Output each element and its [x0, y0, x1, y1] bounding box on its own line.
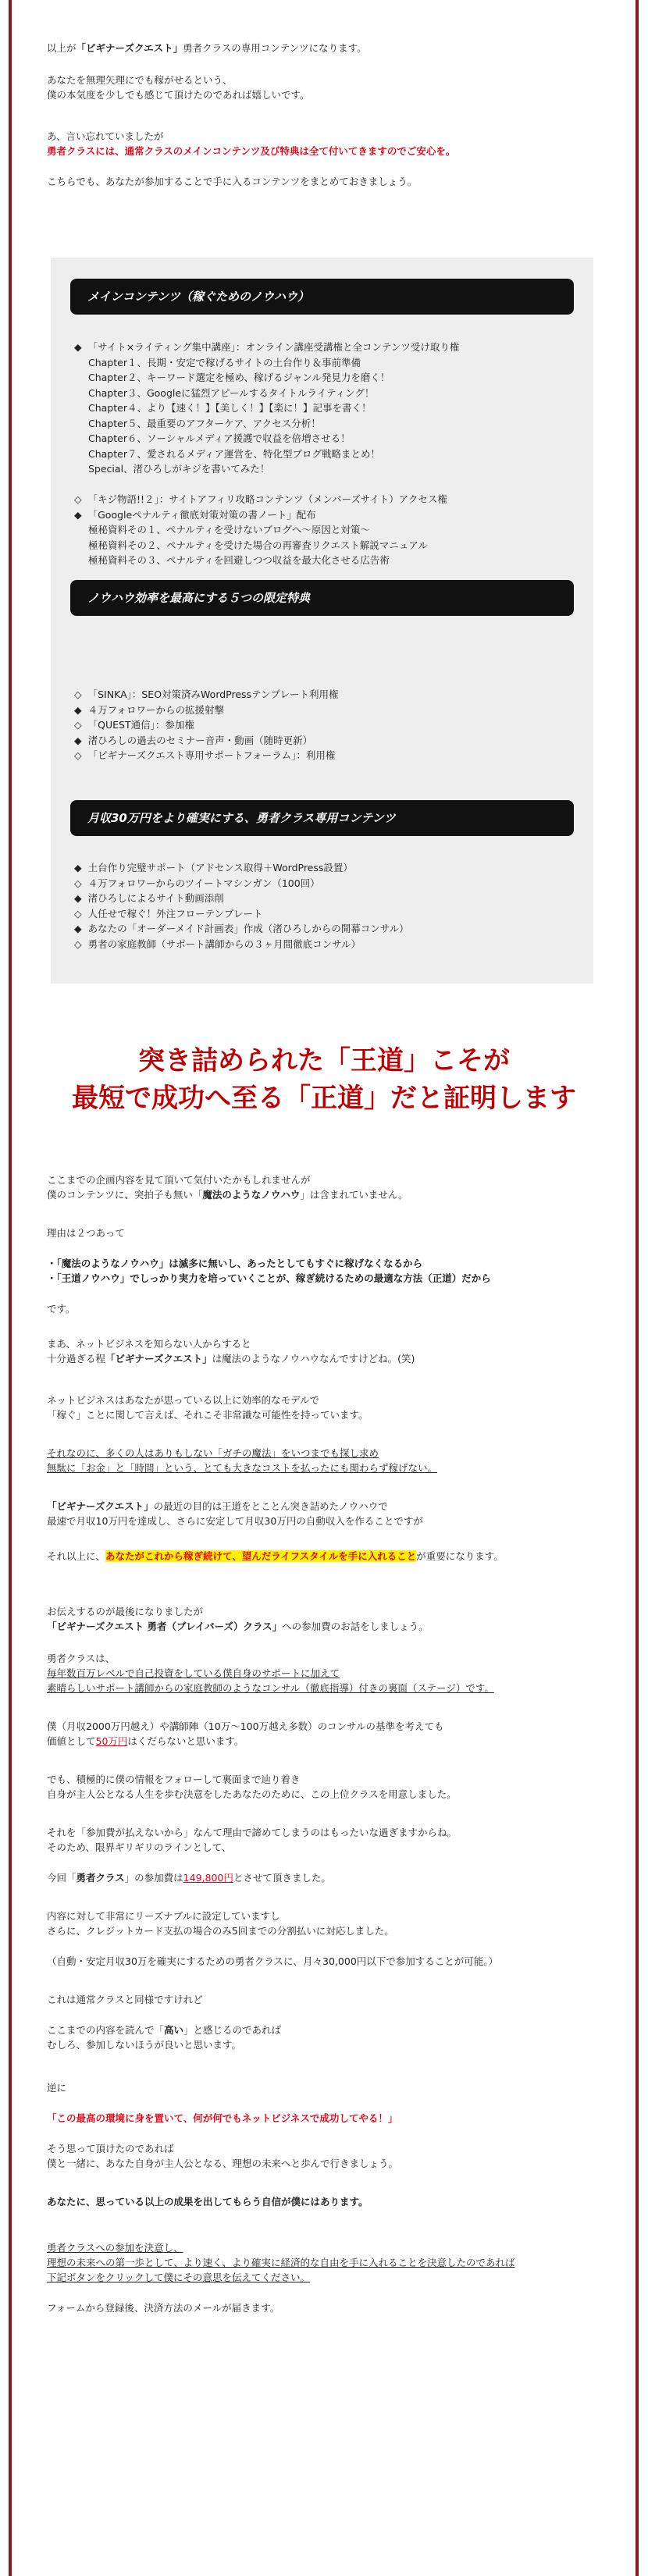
text-highlighted: あなたがこれから稼ぎ続けて、望んだライフスタイルを手に入れること	[105, 1550, 417, 1562]
text: 十分過ぎる程	[47, 1353, 106, 1364]
intro-paragraph-3a: あ、言い忘れていましたが	[47, 130, 164, 142]
section-header-hero-class: 月収30万円をより確実にする、勇者クラス専用コンテンツ	[70, 800, 574, 836]
filled-diamond-icon: ◆	[74, 508, 82, 521]
filled-diamond-icon: ◆	[74, 734, 82, 746]
text: 」と感じるのであれば	[183, 2024, 282, 2036]
text: は魔法のようなノウハウなんですけどね。(笑)	[212, 1353, 415, 1364]
list-item	[74, 431, 582, 447]
list-item-text: ４万フォロワーからの拡援射撃	[87, 703, 225, 716]
text: 」の参加費は	[124, 1872, 183, 1884]
body-text: これは通常クラスと同様ですけれど	[47, 1994, 203, 2005]
list-item-text: 「サイト×ライティング集中講座」：オンライン講座受講権と全コンテンツ受け取り権	[87, 341, 460, 353]
list-item-text: Chapter６、ソーシャルメディア援護で収益を倍増させる！	[88, 432, 351, 444]
headline-line-2: 最短で成功へ至る「正道」だと証明します	[72, 1083, 576, 1114]
headline-line-1: 突き詰められた「王道」こそが	[138, 1045, 510, 1076]
list-item-text: 「キジ物語!!２」：サイトアフィリ攻略コンテンツ（メンバーズサイト）アクセス権	[87, 493, 447, 505]
list-item	[74, 937, 582, 952]
body-text: でも、積極的に僕の情報をフォローして裏面まで辿り着き	[47, 1774, 301, 1785]
outline-diamond-icon: ◇	[74, 719, 82, 731]
list-item	[74, 522, 582, 538]
intro-notice-red: 勇者クラスには、通常クラスのメインコンテンツ及び特典は全て付いてきますのでご安心を。	[47, 145, 456, 157]
list-item-text: 渚ひろしによるサイト動画添削	[87, 892, 224, 904]
list-item-text: 土台作り完璧サポート（アドセンス取得＋WordPress設置）	[87, 862, 353, 873]
price-statement	[47, 1870, 609, 1885]
list-item	[74, 733, 582, 749]
list-item	[74, 538, 582, 553]
list-item-text: Chapter４、より【速く！】【美しく！】【楽に！】記事を書く！	[88, 402, 372, 414]
body-text-red: 「この最高の環境に身を置いて、何が何でもネットビジネスで成功してやる！」	[47, 2112, 398, 2124]
list-item-text: 「ビギナーズクエスト専用サポートフォーラム」：利用権	[87, 749, 336, 761]
body-text	[47, 1351, 609, 1366]
body-text: 「稼ぐ」ことに関して言えば、それこそ非常識な可能性を持っています。	[47, 1409, 369, 1421]
intro-paragraph-4: こちらでも、あなたが参加することで手に入るコンテンツをまとめておきましょう。	[47, 176, 418, 187]
body-text: 勇者クラスは、	[47, 1653, 116, 1664]
list-item	[74, 921, 582, 937]
body-text-underlined: 素晴らしいサポート講師からの家庭教師のようなコンサル（徹底指導）付きの裏面（ステージ）です。	[47, 1682, 494, 1694]
hero-class-list	[74, 860, 582, 952]
list-item	[74, 553, 582, 568]
list-item	[74, 386, 582, 401]
body-text: 僕（月収2000万円越え）や講師陣（10万〜100万越え多数）のコンサルの基準を考えても	[47, 1720, 444, 1732]
list-item-text: 極秘資料その３、ペナルティを回避しつつ収益を最大化させる広告術	[88, 554, 390, 566]
list-item	[74, 891, 582, 906]
body-text: フォームから登録後、決済方法のメールが届きます。	[47, 2302, 280, 2314]
text-bold: 高い	[164, 2024, 184, 2036]
text: 」は含まれていません。	[300, 1189, 408, 1201]
text: はくだらないと思います。	[127, 1735, 244, 1747]
list-item-text: 「Googleペナルティ徹底対策対策の書ノート」配布	[87, 508, 316, 521]
filled-diamond-icon: ◆	[74, 923, 82, 934]
list-item-text: 極秘資料その２、ペナルティを受けた場合の再審査リクエスト解説マニュアル	[88, 539, 428, 551]
list-item	[74, 416, 582, 432]
body-text	[47, 2023, 609, 2037]
main-contents-list	[74, 340, 582, 568]
text: 今回「	[47, 1872, 77, 1884]
body-text-underlined: 勇者クラスへの参加を決意し、	[47, 2242, 183, 2254]
filled-diamond-icon: ◆	[74, 862, 82, 873]
text: それ以上に、	[47, 1550, 106, 1562]
body-text: それを「参加費が払えないから」なんて理由で諦めてしまうのはもったいな過ぎますからね。	[47, 1827, 458, 1838]
list-item	[74, 876, 582, 891]
body-text-underlined: 無駄に「お金」と「時間」という、とても大きなコストを払ったにも関わらず稼げない。	[47, 1462, 438, 1474]
list-item-text: あなたの「オーダーメイド計画表」作成（渚ひろしからの開幕コンサル）	[87, 923, 409, 934]
body-text-underlined: 理想の未来への第一歩として、より速く、より確実に経済的な自由を手に入れることを決意したのであれば	[47, 2257, 515, 2268]
section-header-main-contents: メインコンテンツ（稼ぐためのノウハウ）	[70, 279, 574, 315]
list-item	[74, 461, 582, 477]
list-item-text: Special、渚ひろしがキジを書いてみた！	[88, 463, 270, 475]
list-item-text: 「SINKA」：SEO対策済みWordPressテンプレート利用権	[87, 688, 339, 700]
body-text: さらに、クレジットカード支払の場合のみ5回までの分割払いに対応しました。	[47, 1925, 394, 1937]
left-border	[9, 0, 12, 2576]
list-item	[74, 370, 582, 386]
list-item	[74, 687, 582, 703]
list-item-text: Chapter２、キーワード選定を極め、稼げるジャンル発見力を磨く！	[88, 372, 390, 383]
list-item	[74, 906, 582, 922]
list-item-text: ４万フォロワーからのツイートマシンガン（100回）	[87, 877, 320, 889]
body-text: 最速で月収10万円を達成し、さらに安定して月収30万円の自動収入を作ることですが	[47, 1515, 423, 1527]
outline-diamond-icon: ◇	[74, 493, 82, 505]
bonuses-list	[74, 687, 582, 763]
text-bold: 「ビギナーズクエスト」	[47, 1500, 154, 1512]
price-red: 50万円	[95, 1735, 128, 1747]
text: 僕のコンテンツに、突拍子も無い「	[47, 1189, 203, 1201]
list-item-text: 勇者の家庭教師（サポート講師からの３ヶ月間徹底コンサル）	[87, 938, 361, 950]
outline-diamond-icon: ◇	[74, 907, 82, 920]
body-text: まあ、ネットビジネスを知らない人からすると	[47, 1338, 251, 1350]
body-text-underlined: それなのに、多くの人はありもしない「ガチの魔法」をいつまでも探し求め	[47, 1447, 379, 1459]
body-text: むしろ、参加しないほうが良いと思います。	[47, 2039, 242, 2051]
price-red: 149,800円	[183, 1872, 233, 1884]
body-section	[47, 1172, 609, 2315]
text: とさせて頂きました。	[233, 1872, 331, 1884]
body-text: です。	[47, 1303, 76, 1315]
body-text: 自身が主人公となる人生を歩む決意をしたあなたのために、この上位クラスを用意しました。	[47, 1788, 457, 1800]
text: 価値として	[47, 1735, 96, 1747]
list-item	[74, 703, 582, 718]
body-text: （自動・安定月収30万を確実にするための勇者クラスに、月々30,000円以下で参加することが可能。）	[47, 1955, 499, 1967]
body-text-bold: あなたに、思っている以上の成果を出してもらう自信が僕にはあります。	[47, 2196, 369, 2208]
text: への参加費のお話をしましょう。	[282, 1621, 429, 1632]
intro-paragraph-2a: あなたを無理矢理にでも稼がせるという、	[47, 74, 233, 86]
text: の最近の目的は王道をとことん突き詰めたノウハウで	[153, 1500, 388, 1512]
list-item-text: 人任せで稼ぐ！外注フローテンプレート	[87, 907, 263, 920]
filled-diamond-icon: ◆	[74, 341, 82, 353]
body-text: 内容に対して非常にリーズナブルに設定していますし	[47, 1910, 280, 1922]
body-text	[47, 1187, 609, 1202]
body-text: 逆に	[47, 2082, 67, 2094]
body-text-underlined: 下記ボタンをクリックして僕にその意思を伝えてください。	[47, 2272, 311, 2283]
body-text: そのため、限界ギリギリのラインとして、	[47, 1841, 232, 1853]
text: が重要になります。	[416, 1550, 504, 1562]
list-item	[74, 355, 582, 371]
filled-diamond-icon: ◆	[74, 892, 82, 904]
product-name: 「ビギナーズクエスト」	[76, 42, 183, 54]
outline-diamond-icon: ◇	[74, 877, 82, 889]
reason-2: ・「王道ノウハウ」でしっかり実力を培っていくことが、稼ぎ続けるための最適な方法（正道）だから	[47, 1272, 491, 1284]
list-item	[74, 447, 582, 462]
list-item	[74, 860, 582, 876]
list-item-text: Chapter７、愛されるメディア運営を、特化型ブログ戦略まとめ！	[88, 447, 380, 460]
text-bold: 「ビギナーズクエスト 勇者（ブレイバーズ）クラス」	[47, 1621, 283, 1632]
intro-paragraph-2b: 僕の本気度を少しでも感じて頂けたのであれば嬉しいです。	[47, 89, 310, 101]
text-bold: 「ビギナーズクエスト」	[105, 1353, 212, 1364]
text: 以上が	[47, 42, 77, 54]
outline-diamond-icon: ◇	[74, 688, 82, 700]
list-item	[74, 507, 582, 523]
list-item-text: Chapter３、Googleに猛烈アピールするタイトルライティング！	[88, 386, 375, 399]
right-border	[636, 0, 639, 2576]
section-header-bonuses: ノウハウ効率を最高にする５つの限定特典	[70, 580, 574, 616]
body-text: ここまでの企画内容を見て頂いて気付いたかもしれませんが	[47, 1174, 311, 1186]
filled-diamond-icon: ◆	[74, 703, 82, 716]
list-item	[74, 400, 582, 416]
body-text: ネットビジネスはあなたが思っている以上に効率的なモデルで	[47, 1394, 320, 1406]
body-text: そう思って頂けたのであれば	[47, 2143, 174, 2154]
body-text: 理由は２つあって	[47, 1227, 125, 1239]
list-item	[74, 492, 582, 507]
reason-1: ・「魔法のようなノウハウ」は滅多に無いし、あったとしてもすぐに稼げなくなるから	[47, 1258, 423, 1269]
list-item	[74, 340, 582, 355]
body-text-highlight	[47, 1549, 609, 1564]
list-item-text: Chapter５、最重要のアフターケア、アクセス分析！	[88, 417, 321, 429]
text: 勇者クラスの専用コンテンツになります。	[183, 42, 367, 54]
list-item-text: 極秘資料その１、ペナルティを受けないブログへ～原因と対策～	[88, 524, 370, 535]
list-item	[74, 477, 582, 493]
body-text	[47, 1734, 609, 1749]
intro-paragraph-1	[47, 41, 609, 55]
text-bold: 魔法のようなノウハウ	[202, 1189, 301, 1201]
body-text: お伝えするのが最後になりましたが	[47, 1606, 204, 1617]
list-item	[74, 748, 582, 763]
list-item-text: 渚ひろしの過去のセミナー音声・動画（随時更新）	[87, 734, 313, 746]
body-text	[47, 1499, 609, 1514]
list-item-text: Chapter１、長期・安定で稼げるサイトの土台作り＆事前準備	[88, 356, 361, 368]
list-item	[74, 717, 582, 733]
list-item-text: 「QUEST通信」：参加権	[87, 719, 194, 731]
body-text	[47, 1619, 609, 1634]
outline-diamond-icon: ◇	[74, 749, 82, 761]
text-bold: 勇者クラス	[76, 1872, 125, 1884]
body-text-underlined: 毎年数百万レベルで自己投資をしている僕自身のサポートに加えて	[47, 1667, 340, 1679]
outline-diamond-icon: ◇	[74, 938, 82, 950]
text: ここまでの内容を読んで「	[47, 2024, 165, 2036]
body-text: 僕と一緒に、あなた自身が主人公となる、理想の未来へと歩んで行きましょう。	[47, 2158, 399, 2169]
intro-section	[47, 41, 609, 189]
